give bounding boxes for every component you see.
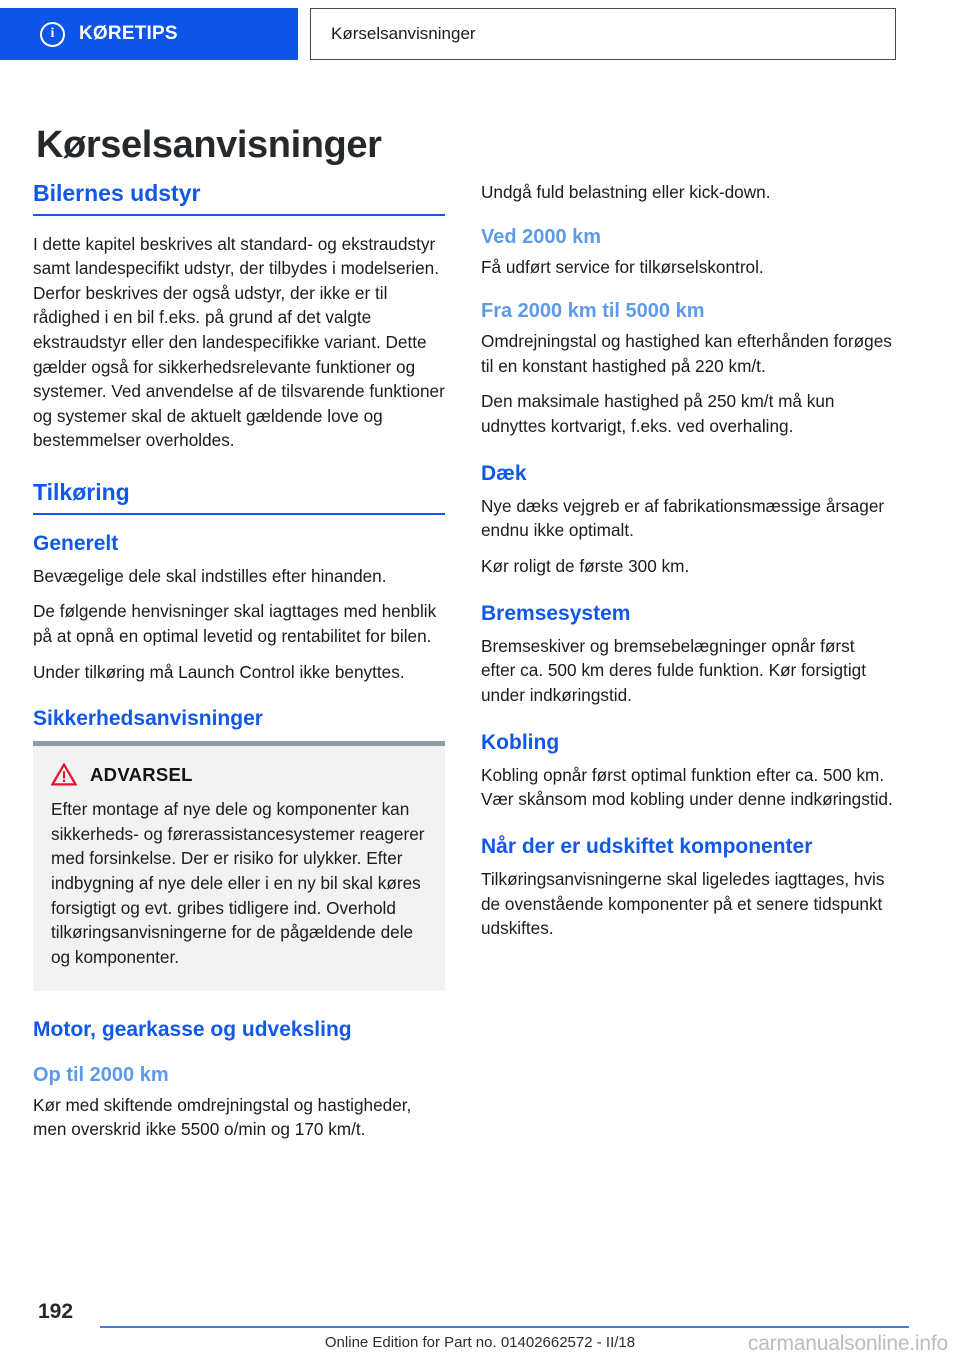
section-heading-bilernes-udstyr: Bilernes udstyr xyxy=(33,180,201,206)
page-header xyxy=(0,8,960,60)
warning-box xyxy=(33,741,445,991)
subsection-heading-naar-der-er-udskiftet-komponenter: Når der er udskiftet komponenter xyxy=(481,834,813,858)
paragraph: Undgå fuld belastning eller kick-down. xyxy=(481,182,771,202)
paragraph: Få udført service for tilkørselskontrol. xyxy=(481,256,764,277)
info-circle-icon xyxy=(40,22,65,47)
warning-header xyxy=(51,763,427,786)
subsection-heading-daek: Dæk xyxy=(481,461,527,485)
paragraph: Nye dæks vejgreb er af fabrikationsmæssige årsager endnu ikke optimalt. xyxy=(481,495,885,541)
paragraph: I dette kapitel beskrives alt standard- og ekstraudstyr samt landespecifikt udstyr, der tilbydes i modelserien. Derfor beskrives der også udstyr, der ikke er til rådighed i en bil f.eks. på grund af det valgte ekstraudstyr eller den landespecifikke variant. Dette gælder også for sikkerhedsrelevante funktioner og systemer. Ved anvendelse af de tilsvarende funktioner og systemer skal de aktuelt gældende love og bestemmelser overholdes. xyxy=(33,233,445,451)
subsection-heading-sikkerhedsanvisninger: Sikkerhedsanvisninger xyxy=(33,707,263,731)
paragraph: Bremseskiver og bremsebelægninger opnår først efter ca. 500 km deres fulde funktion. Kør forsigtigt under indkøringstid. xyxy=(481,635,866,705)
paragraph: Tilkøringsanvisningerne skal ligeledes iagttages, hvis de ovenstående komponenter på et senere tidspunkt udskiftes. xyxy=(481,869,885,939)
header-chapter-label: Kørselsanvisninger xyxy=(331,24,476,43)
paragraph: Under tilkøring må Launch Control ikke benyttes. xyxy=(33,661,405,682)
subsection-heading-generelt: Generelt xyxy=(33,531,119,555)
info-icon-glyph: i xyxy=(50,26,55,41)
section-rule xyxy=(33,214,445,216)
paragraph: Kør roligt de første 300 km. xyxy=(481,555,690,576)
paragraph: Kobling opnår først optimal funktion efter ca. 500 km. Vær skånsom mod kobling under denne indkøringstid. xyxy=(481,764,893,810)
paragraph: De følgende henvisninger skal iagttages med henblik på at opnå en optimal levetid og rentabilitet for bilen. xyxy=(33,601,437,646)
watermark: carmanualsonline.info xyxy=(747,1332,948,1355)
warning-text: Efter montage af nye dele og komponenter kan sikkerheds- og førerassistancesystemer reagerer med forsinkelse. Der er risiko for ulykker. Efter indbygning af nye dele eller i en ny bil skal køres forsigtigt og evt. gribes tidligere ind. Overhold tilkøringsanvisningerne for de pågældende dele og komponenter. xyxy=(51,799,425,967)
section-rule xyxy=(33,513,445,515)
left-column xyxy=(33,180,445,1142)
header-category-label: KØRETIPS xyxy=(79,23,178,44)
subsection-heading-op-til-2000km: Op til 2000 km xyxy=(33,1063,169,1086)
subsection-heading-bremsesystem: Bremsesystem xyxy=(481,601,631,625)
header-chapter-tab xyxy=(310,8,896,60)
footer-edition-note: Online Edition for Part no. 01402662572 - II/18 xyxy=(324,1334,636,1351)
subsection-heading-motor-gearkasse: Motor, gearkasse og udveksling xyxy=(33,1018,352,1042)
right-column xyxy=(481,180,893,941)
page-title: Kørselsanvisninger xyxy=(36,124,382,167)
header-category-tag xyxy=(0,8,298,60)
subsection-heading-kobling: Kobling xyxy=(481,730,560,754)
footer-rule xyxy=(100,1326,909,1328)
paragraph: Kør med skiftende omdrejningstal og hastigheder, men overskrid ikke 5500 o/min og 170 km/t. xyxy=(33,1094,412,1140)
subsection-heading-ved-2000km: Ved 2000 km xyxy=(481,225,602,248)
warning-title: ADVARSEL xyxy=(90,763,193,785)
paragraph: Bevægelige dele skal indstilles efter hinanden. xyxy=(33,565,387,586)
paragraph: Omdrejningstal og hastighed kan efterhånden forøges til en konstant hastighed på 220 km/t. xyxy=(481,331,892,376)
section-heading-tilkoring: Tilkøring xyxy=(33,478,130,505)
warning-triangle-icon xyxy=(51,763,77,786)
page-number: 192 xyxy=(38,1300,74,1323)
paragraph: Den maksimale hastighed på 250 km/t må kun udnyttes kortvarigt, f.eks. ved overhaling. xyxy=(481,391,835,436)
subsection-heading-fra-2000km-til-5000km: Fra 2000 km til 5000 km xyxy=(481,300,705,323)
